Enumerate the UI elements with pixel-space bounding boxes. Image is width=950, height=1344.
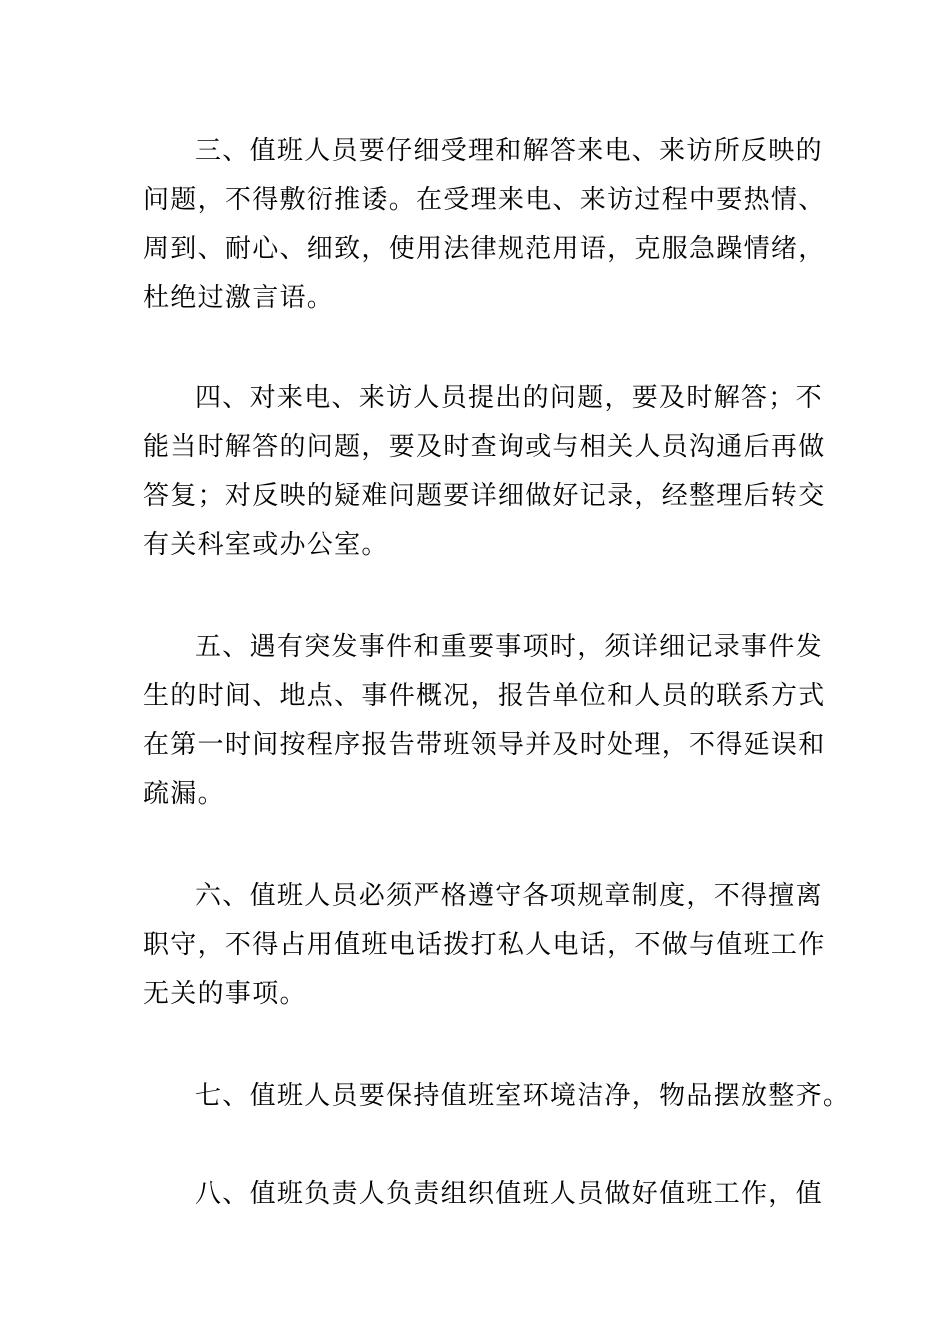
paragraph-8 xyxy=(143,1170,823,1219)
paragraph-line: 八、值班负责人负责组织值班人员做好值班工作，值 xyxy=(195,1179,823,1209)
paragraph-line: 五、遇有突发事件和重要事项时，须详细记录事件发 xyxy=(195,632,823,662)
paragraph-line: 七、值班人员要保持值班室环境洁净，物品摆放整齐。 xyxy=(195,1081,851,1111)
paragraph-line: 杜绝过激言语。 xyxy=(143,283,335,313)
paragraph-line: 能当时解答的问题，要及时查询或与相关人员沟通后再做 xyxy=(143,432,826,462)
paragraph-line: 周到、耐心、细致，使用法律规范用语，克服急躁情绪， xyxy=(143,234,826,264)
paragraph-line: 职守，不得占用值班电话拨打私人电话，不做与值班工作 xyxy=(143,930,826,960)
paragraph-line: 有关科室或办公室。 xyxy=(143,530,389,560)
paragraph-4 xyxy=(143,374,826,570)
paragraph-5 xyxy=(143,623,826,819)
paragraph-7 xyxy=(143,1072,851,1121)
paragraph-line: 生的时间、地点、事件概况，报告单位和人员的联系方式 xyxy=(143,681,826,711)
paragraph-line: 六、值班人员必须严格遵守各项规章制度，不得擅离 xyxy=(195,881,823,911)
paragraph-line: 疏漏。 xyxy=(143,779,225,809)
paragraph-6 xyxy=(143,872,826,1019)
paragraph-line: 四、对来电、来访人员提出的问题，要及时解答；不 xyxy=(195,383,823,413)
paragraph-3 xyxy=(143,127,826,323)
paragraph-line: 问题，不得敷衍推诿。在受理来电、来访过程中要热情、 xyxy=(143,185,826,215)
paragraph-line: 答复；对反映的疑难问题要详细做好记录，经整理后转交 xyxy=(143,481,826,511)
paragraph-line: 三、值班人员要仔细受理和解答来电、来访所反映的 xyxy=(195,136,823,166)
paragraph-line: 无关的事项。 xyxy=(143,979,307,1009)
paragraph-line: 在第一时间按程序报告带班领导并及时处理，不得延误和 xyxy=(143,730,826,760)
